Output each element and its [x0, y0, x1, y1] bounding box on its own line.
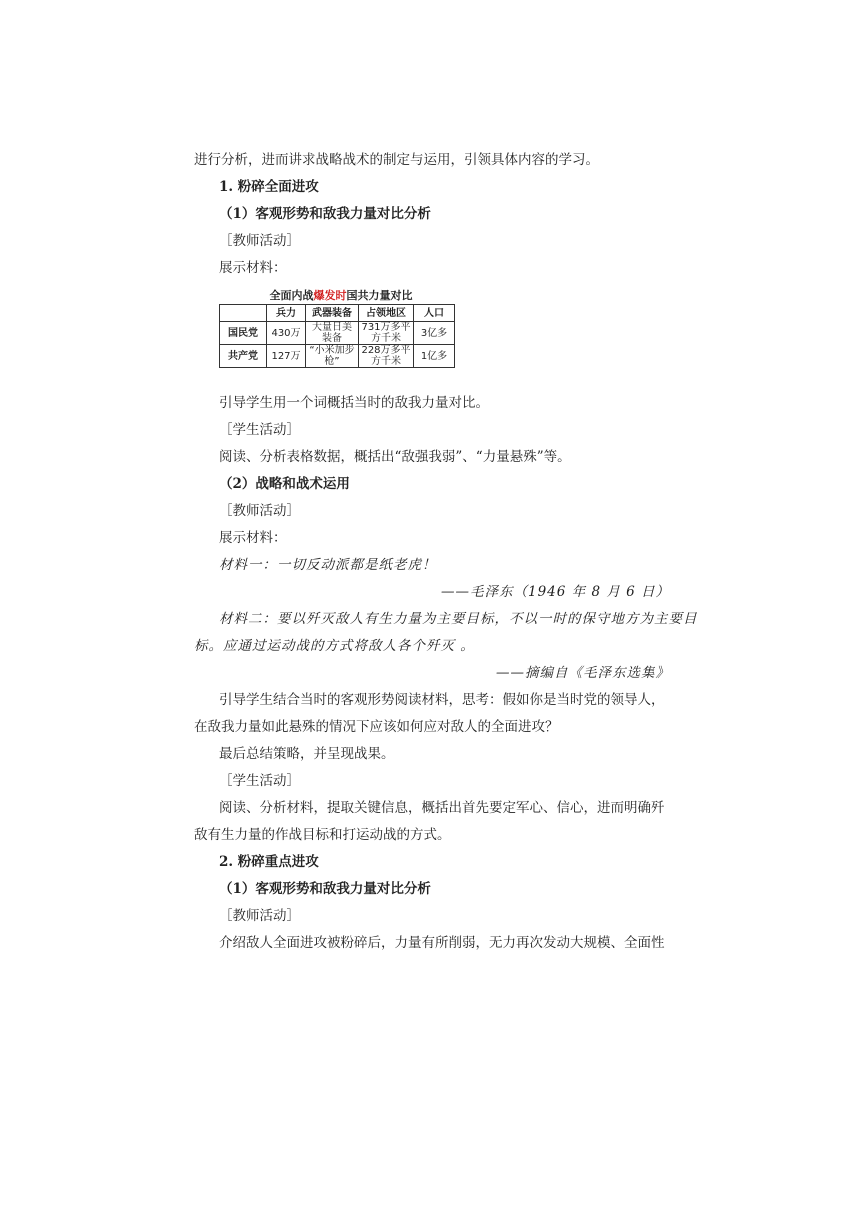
paragraph-line: 在敌我力量如此悬殊的情况下应该如何应对敌人的全面进攻？ — [194, 719, 559, 735]
table-title-part: 全面内战 — [269, 289, 314, 302]
table-row-header: 国民党 — [220, 322, 267, 345]
section-heading: 1. 粉碎全面进攻 — [219, 179, 319, 195]
table-header-cell — [220, 305, 267, 322]
table-cell: 127万 — [267, 345, 306, 368]
material-quote: 材料一：一切反动派都是纸老虎！ — [219, 557, 437, 573]
paragraph-line: 敌有生力量的作战目标和打运动战的方式。 — [194, 827, 451, 843]
paragraph-line: 引导学生结合当时的客观形势阅读材料，思考：假如你是当时党的领导人， — [219, 692, 665, 708]
table-header-cell: 武器装备 — [306, 305, 359, 322]
activity-label: ［学生活动］ — [219, 773, 300, 789]
activity-label: ［学生活动］ — [219, 422, 300, 438]
subsection-heading: （2）战略和战术运用 — [219, 476, 350, 492]
activity-label: ［教师活动］ — [219, 503, 300, 519]
table-title-highlight: 爆发时 — [313, 289, 347, 302]
subsection-heading: （1）客观形势和敌我力量对比分析 — [219, 881, 431, 897]
paragraph-line: 展示材料： — [219, 260, 287, 276]
paragraph-line: 最后总结策略，并呈现战果。 — [219, 746, 395, 762]
force-comparison-table — [219, 304, 455, 368]
table-cell: “小米加步枪” — [306, 345, 359, 368]
table-header-row — [220, 305, 455, 322]
quote-attribution: ——摘编自《毛泽东选集》 — [496, 665, 670, 681]
paragraph-line: 进行分析，进而讲求战略战术的制定与运用，引领具体内容的学习。 — [194, 152, 599, 168]
table-title-part: 国共力量对比 — [346, 289, 413, 302]
section-heading: 2. 粉碎重点进攻 — [219, 854, 319, 870]
table-header-cell: 兵力 — [267, 305, 306, 322]
activity-label: ［教师活动］ — [219, 233, 300, 249]
table-title — [230, 287, 452, 303]
table-cell: 228万多平方千米 — [359, 345, 414, 368]
table-cell: 大量日美装备 — [306, 322, 359, 345]
table-cell: 731万多平方千米 — [359, 322, 414, 345]
material-quote: 材料二：要以歼灭敌人有生力量为主要目标，不以一时的保守地方为主要目 — [219, 611, 698, 627]
table-row — [220, 322, 455, 345]
table-cell: 1亿多 — [414, 345, 455, 368]
table-header-cell: 占领地区 — [359, 305, 414, 322]
material-quote: 标。应通过运动战的方式将敌人各个歼灭 。 — [194, 638, 475, 654]
paragraph-line: 引导学生用一个词概括当时的敌我力量对比。 — [219, 395, 489, 411]
table-row — [220, 345, 455, 368]
table-row-header: 共产党 — [220, 345, 267, 368]
paragraph-line: 介绍敌人全面进攻被粉碎后，力量有所削弱，无力再次发动大规模、全面性 — [219, 935, 665, 951]
paragraph-line: 阅读、分析材料，提取关键信息，概括出首先要定军心、信心，进而明确歼 — [219, 800, 665, 816]
table-cell: 3亿多 — [414, 322, 455, 345]
subsection-heading: （1）客观形势和敌我力量对比分析 — [219, 206, 431, 222]
quote-attribution: ——毛泽东（1946 年 8 月 6 日） — [441, 584, 670, 600]
paragraph-line: 展示材料： — [219, 530, 287, 546]
activity-label: ［教师活动］ — [219, 908, 300, 924]
table-header-cell: 人口 — [414, 305, 455, 322]
paragraph-line: 阅读、分析表格数据，概括出“敌强我弱”、“力量悬殊”等。 — [219, 449, 571, 465]
table-cell: 430万 — [267, 322, 306, 345]
